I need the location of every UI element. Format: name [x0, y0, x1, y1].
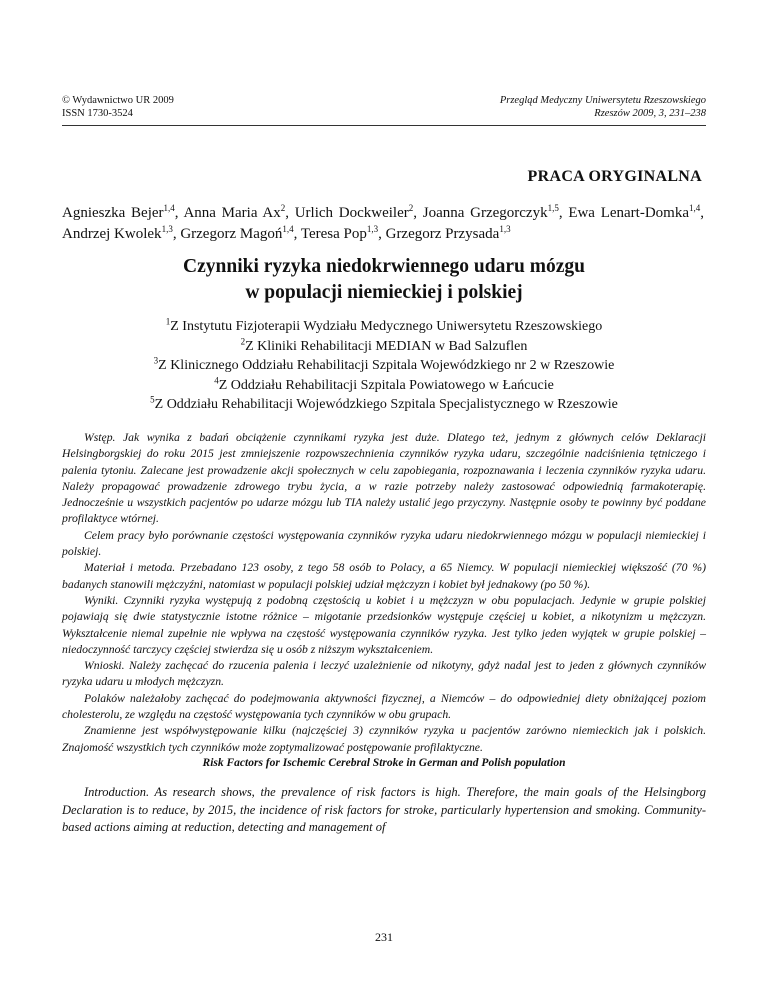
author-name: Ewa Lenart-Domka — [568, 205, 689, 221]
citation-line: Rzeszów 2009, 3, 231–238 — [594, 108, 706, 119]
author-name: Joanna Grzegorczyk — [422, 205, 548, 221]
affiliation-text: Z Oddziału Rehabilitacji Wojewódzkiego Szpitala Specjalistycznego w Rzeszowie — [154, 397, 618, 412]
author-affiliation-ref: 1,4 — [163, 203, 175, 213]
author — [62, 205, 175, 221]
issn-line: ISSN 1730-3524 — [62, 108, 133, 119]
author — [423, 205, 559, 221]
author — [62, 226, 173, 242]
affiliation — [62, 356, 706, 376]
author-name: Anna Maria Ax — [183, 205, 281, 221]
author-name: Urlich Dockweiler — [294, 205, 409, 221]
author-affiliation-ref: 1,4 — [282, 224, 294, 234]
author-affiliation-ref: 1,4 — [689, 203, 701, 213]
abstract-english — [62, 784, 706, 837]
abstract-paragraph: Wstęp. Jak wynika z badań obciążenie czynnikami ryzyka jest duże. Dlatego też, jednym z głównych celów Deklaracji Helsingborgskiej do roku 2015 jest zmniejszenie rozpowszechnienia czynników ryzyka udaru, szczególnie nadciśnienia tętniczego i palenia tytoniu. Zalecane jest prowadzenie akcji społecznych w celu zapobiegania, rozpoznawania i leczenia czynników ryzyka udaru. Należy propagować prowadzenie zdrowego trybu życia, a w razie potrzeby należy zastosować odpowiednią farmakoterapię. Jednocześnie u wszystkich pacjentów po udarze mózgu lub TIA należy ustalić jego przyczyny. Następnie osoby te powinny być poddane profilaktyce wtórnej. — [62, 431, 706, 526]
affiliation-number: 1 — [165, 316, 171, 327]
affiliations — [62, 317, 706, 415]
abstract-paragraph: Polaków należałoby zachęcać do podejmowania aktywności fizycznej, a Niemców – do odpowiedniej diety obniżającej poziom cholesterolu, ze względu na częstość występowania tych czynników w obu grupach. — [62, 691, 706, 722]
author-affiliation-ref: 2 — [408, 203, 414, 213]
author — [301, 226, 378, 242]
publisher-line: © Wydawnictwo UR 2009 — [62, 95, 174, 106]
title-line-1: Czynniki ryzyka niedokrwiennego udaru mózgu — [183, 256, 585, 277]
english-title: Risk Factors for Ischemic Cerebral Stroke in German and Polish population — [202, 757, 566, 769]
author-name: Andrzej Kwolek — [62, 226, 162, 242]
author — [295, 205, 414, 221]
author-name: Grzegorz Przysada — [385, 226, 500, 242]
author-name: Teresa Pop — [300, 226, 367, 242]
author-affiliation-ref: 1,3 — [366, 224, 379, 234]
header-rule — [62, 125, 706, 126]
author — [183, 205, 285, 221]
abstract-polish — [62, 430, 706, 756]
author-affiliation-ref: 2 — [280, 203, 286, 213]
affiliation — [62, 337, 706, 357]
affiliation-number: 5 — [150, 394, 155, 405]
affiliation-text: Z Oddziału Rehabilitacji Szpitala Powiatowego w Łańcucie — [218, 377, 554, 393]
affiliation — [62, 395, 706, 415]
affiliation-number: 4 — [214, 374, 219, 385]
author-list: Agnieszka Bejer$^{1,4}$, Anna Maria Ax$^2$, Urlich Dockweiler$^2$, Joanna Grzegorczyk$^{1,5}$, Ewa Lenart-Domka$^{1,4}$, Andrzej Kwolek$^{1,3}$, Grzegorz Magoń$^{1,4}$, Teresa Pop$^{1,3}$, Grzegorz Przysada$^{1,3}$ — [62, 203, 704, 242]
author-affiliation-ref: 1,5 — [547, 203, 559, 213]
page-number: 231 — [375, 930, 393, 944]
affiliation-text: Z Kliniki Rehabilitacji MEDIAN w Bad Salzuflen — [245, 338, 528, 354]
abstract-paragraph: Znamienne jest współwystępowanie kilku (najczęściej 3) czynników ryzyka u pacjentów zarówno niemieckich jak i polskich. Znajomość wszystkich tych czynników może zoptymalizować postępowanie profilaktyczne. — [62, 724, 706, 754]
header-right — [500, 94, 706, 120]
header-left — [62, 94, 174, 120]
abstract-paragraph: Celem pracy było porównanie częstości występowania czynników ryzyka udaru niedokrwiennego mózgu w populacji niemieckiej i polskiej. — [62, 528, 706, 559]
affiliation-number: 2 — [240, 335, 246, 346]
article-title — [62, 254, 706, 306]
affiliation-text: Z Klinicznego Oddziału Rehabilitacji Szpitala Wojewódzkiego nr 2 w Rzeszowie — [158, 358, 615, 373]
author-name: Grzegorz Magoń — [180, 226, 283, 242]
author-affiliation-ref: 1,3 — [161, 224, 173, 234]
title-line-2: w populacji niemieckiej i polskiej — [245, 282, 523, 303]
affiliation-number: 3 — [153, 355, 159, 366]
section-label: PRACA ORYGINALNA — [527, 168, 702, 185]
abstract-paragraph: Introduction. As research shows, the prevalence of risk factors is high. Therefore, the main goals of the Helsingborg Declaration is to reduce, by 2015, the incidence of risk factors for stroke, particularly hypertension and smoking. Community-based actions aiming at reduction, detecting and management of — [62, 785, 706, 835]
author-affiliation-ref: 1,3 — [499, 224, 511, 234]
abstract-paragraph: Wnioski. Należy zachęcać do rzucenia palenia i leczyć uzależnienie od nikotyny, gdyż nadal jest to jeden z głównych czynników ryzyka udaru u młodych mężczyzn. — [62, 659, 706, 689]
author-name: Agnieszka Bejer — [62, 205, 164, 221]
affiliation — [62, 317, 706, 337]
author — [568, 205, 700, 221]
affiliation — [62, 376, 706, 396]
abstract-paragraph: Materiał i metoda. Przebadano 123 osoby, z tego 58 osób to Polacy, a 65 Niemcy. W populacji niemieckiej większość (70 %) badanych stanowili mężczyźni, natomiast w populacji polskiej udział mężczyzn i kobiet był jednakowy (po 50 %). — [62, 561, 706, 591]
journal-name: Przegląd Medyczny Uniwersytetu Rzeszowskiego — [499, 95, 706, 106]
author — [386, 226, 511, 242]
abstract-paragraph: Wyniki. Czynniki ryzyka występują z podobną częstością u kobiet i u mężczyzn w obu populacjach. Jedynie w grupie polskiej pojawiają się dwie statystycznie istotne różnice – migotanie przedsionków występuje częściej u kobiet, a nikotynizm u mężczyzn. Wykształcenie niemal zupełnie nie wpływa na częstość występowania czynników ryzyka. Jest tylko jeden wyjątek w grupie polskiej – niedoczynność tarczycy częściej stwierdza się u osób z niższym wykształceniem. — [62, 593, 706, 656]
affiliation-text: Z Instytutu Fizjoterapii Wydziału Medycznego Uniwersytetu Rzeszowskiego — [170, 319, 603, 334]
author — [180, 226, 293, 242]
